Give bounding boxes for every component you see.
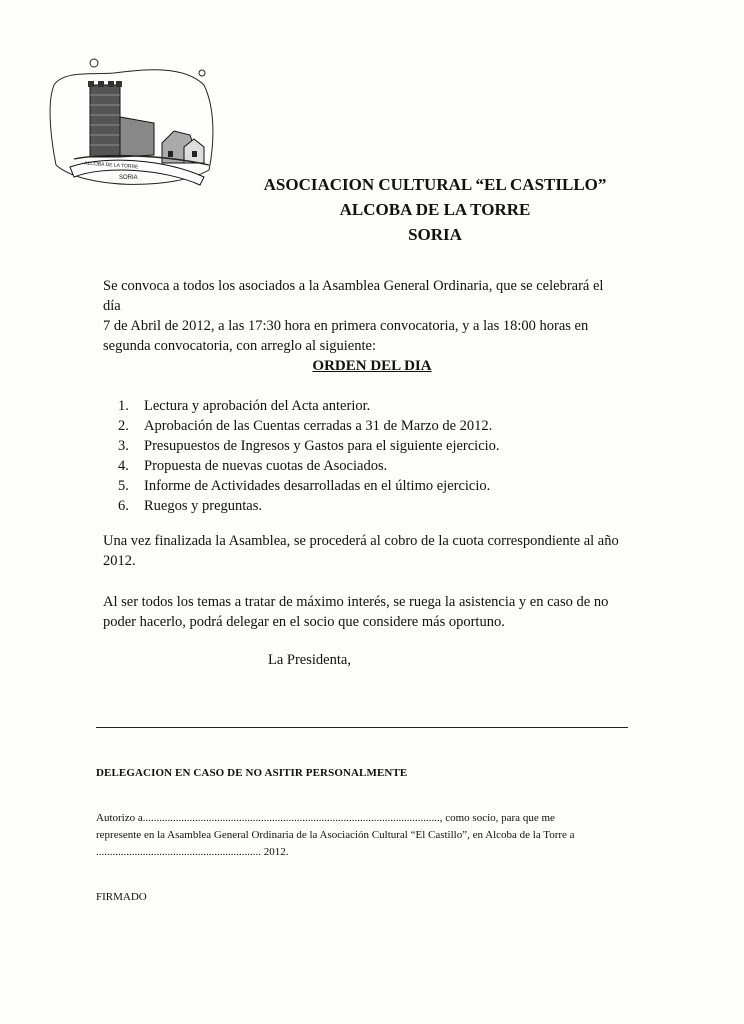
- agenda-item-number: 5.: [118, 478, 129, 494]
- header-line-3: SORIA: [408, 225, 462, 244]
- association-logo: [44, 55, 224, 195]
- delegation-line-3: ............................................................ 2012.: [96, 846, 289, 858]
- agenda-item-text: Lectura y aprobación del Acta anterior.: [144, 398, 371, 414]
- asistencia-paragraph: [103, 592, 623, 632]
- agenda-item: [118, 416, 500, 436]
- delegation-line-1: Autorizo a............................................................................................................, como socio, para que me: [96, 812, 555, 824]
- divider-line: [96, 727, 628, 728]
- header-line-2: ALCOBA DE LA TORRE: [339, 200, 531, 219]
- agenda-item-text: Presupuestos de Ingresos y Gastos para el siguiente ejercicio.: [144, 438, 500, 454]
- cobro-line-2: 2012.: [103, 553, 136, 569]
- agenda-item-text: Informe de Actividades desarrolladas en el último ejercicio.: [144, 478, 491, 494]
- intro-line-3: segunda convocatoria, con arreglo al siguiente:: [103, 338, 376, 354]
- agenda-item-text: Ruegos y preguntas.: [144, 498, 262, 514]
- cobro-line-1: Una vez finalizada la Asamblea, se procederá al cobro de la cuota correspondiente al año: [103, 533, 619, 549]
- delegation-form: [96, 810, 636, 861]
- agenda-item-number: 2.: [118, 418, 129, 434]
- agenda-item-number: 1.: [118, 398, 129, 414]
- asistencia-line-1: Al ser todos los temas a tratar de máximo interés, se ruega la asistencia y en caso de no: [103, 594, 609, 610]
- agenda-item-number: 6.: [118, 498, 129, 514]
- intro-line-1: Se convoca a todos los asociados a la Asamblea General Ordinaria, que se celebrará el día: [103, 278, 604, 314]
- agenda-item: [118, 456, 500, 476]
- delegation-title: DELEGACION EN CASO DE NO ASITIR PERSONALMENTE: [96, 767, 408, 779]
- header-line-1: ASOCIACION CULTURAL “EL CASTILLO”: [263, 175, 607, 194]
- agenda-item: [118, 476, 500, 496]
- logo-top-text: ALCOBA DE LA TORRE: [83, 160, 139, 171]
- agenda-item: [118, 436, 500, 456]
- agenda-item: [118, 396, 500, 416]
- logo-bottom-text: SORIA: [119, 175, 138, 181]
- cobro-paragraph: [103, 531, 623, 571]
- firmado-label: FIRMADO: [96, 891, 147, 903]
- agenda-item-text: Aprobación de las Cuentas cerradas a 31 de Marzo de 2012.: [144, 418, 493, 434]
- organization-header: [260, 172, 610, 247]
- agenda-item-text: Propuesta de nuevas cuotas de Asociados.: [144, 458, 388, 474]
- intro-line-2: 7 de Abril de 2012, a las 17:30 hora en primera convocatoria, y a las 18:00 horas en: [103, 318, 589, 334]
- convocatoria-paragraph: [103, 276, 623, 356]
- agenda-item: [118, 496, 500, 516]
- agenda-item-number: 4.: [118, 458, 129, 474]
- asistencia-line-2: poder hacerlo, podrá delegar en el socio que considere más oportuno.: [103, 614, 505, 630]
- signature-label: La Presidenta,: [268, 652, 351, 668]
- orden-del-dia-title: ORDEN DEL DIA: [312, 358, 432, 374]
- agenda-list: [118, 396, 500, 516]
- agenda-item-number: 3.: [118, 438, 129, 454]
- delegation-line-2: represente en la Asamblea General Ordinaria de la Asociación Cultural “El Castillo”, en Alcoba de la Torre a: [96, 829, 575, 841]
